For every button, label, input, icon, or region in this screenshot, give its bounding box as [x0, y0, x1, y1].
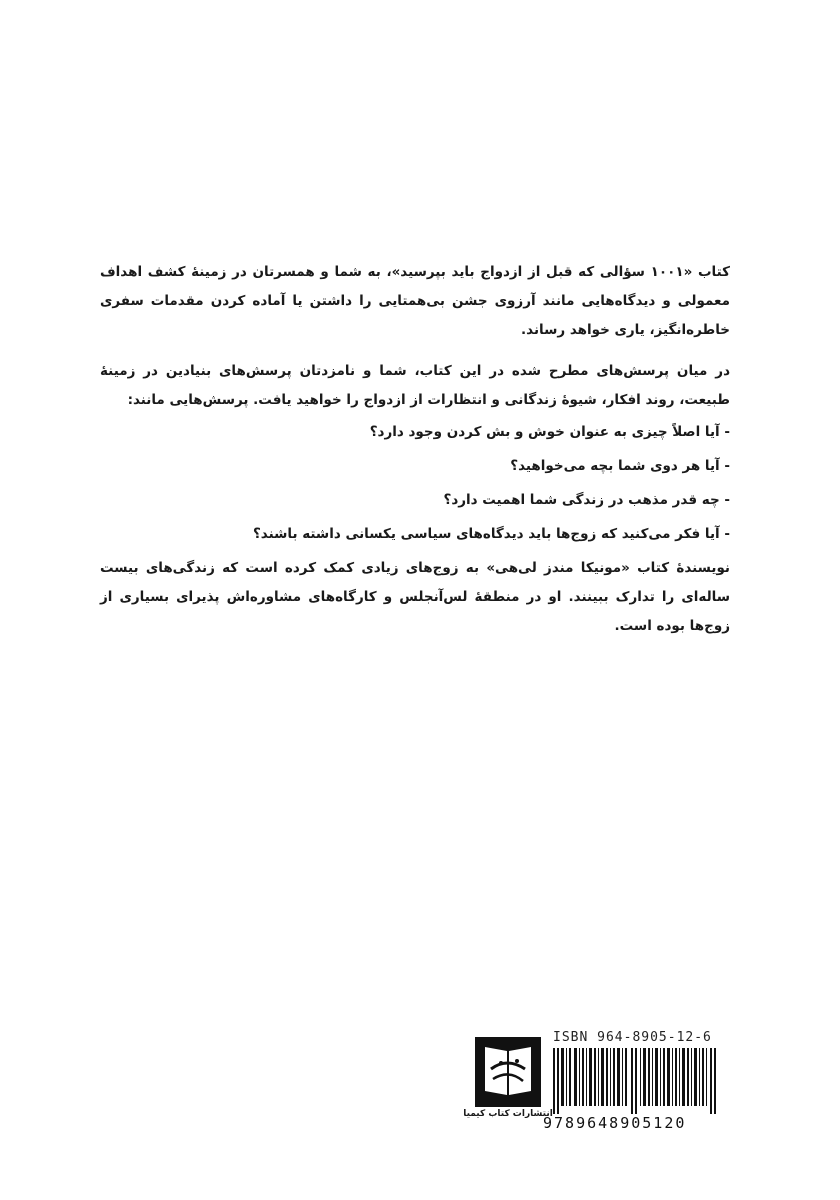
publisher-logo	[463, 1037, 553, 1129]
isbn-label: ISBN 964-8905-12-6	[553, 1030, 712, 1045]
publisher-name: انتشارات کتاب کیمیا	[463, 1109, 553, 1119]
publisher-logo-mark	[475, 1037, 541, 1107]
barcode-image	[553, 1048, 718, 1114]
question-item: - چه قدر مذهب در زندگی شما اهمیت دارد؟	[443, 492, 730, 508]
question-item: - آیا اصلاً چیزی به عنوان خوش و بش کردن وجود دارد؟	[369, 424, 730, 440]
ean-number: 9789648905120	[543, 1114, 687, 1132]
question-item: - آیا فکر می‌کنید که زوج‌ها باید دیدگاه‌های سیاسی یکسانی داشته باشند؟	[252, 526, 730, 542]
intro-paragraph: کتاب «۱۰۰۱ سؤالی که قبل از ازدواج باید بپرسید»، به شما و همسرتان در زمینهٔ کشف اهداف معمولی و دیدگاه‌هایی مانند آرزوی جشن بی‌همتایی را داشتن یا آماده کردن مقدمات سفری خاطره‌انگیز، یاری خواهد رساند.	[100, 264, 730, 338]
questions-intro-paragraph: در میان پرسش‌های مطرح شده در این کتاب، شما و نامزدتان پرسش‌های بنیادین در زمینهٔ طبیعت، روند افکار، شیوهٔ زندگانی و انتظارات از ازدواج را خواهید یافت. پرسش‌هایی مانند:	[100, 363, 730, 408]
question-list	[200, 415, 730, 551]
book-icon	[477, 1039, 539, 1105]
author-paragraph: نویسندهٔ کتاب «مونیکا مندز لی‌هی» به زوج‌های زیادی کمک کرده است که زندگی‌های بیست ساله‌ای را تدارک ببینند. او در منطقهٔ لس‌آنجلس و کارگاه‌های مشاوره‌اش پذیرای بسیاری از زوج‌ها بوده است.	[100, 560, 730, 634]
question-item: - آیا هر دوی شما بچه می‌خواهید؟	[510, 458, 730, 474]
barcode-block	[463, 1030, 723, 1132]
